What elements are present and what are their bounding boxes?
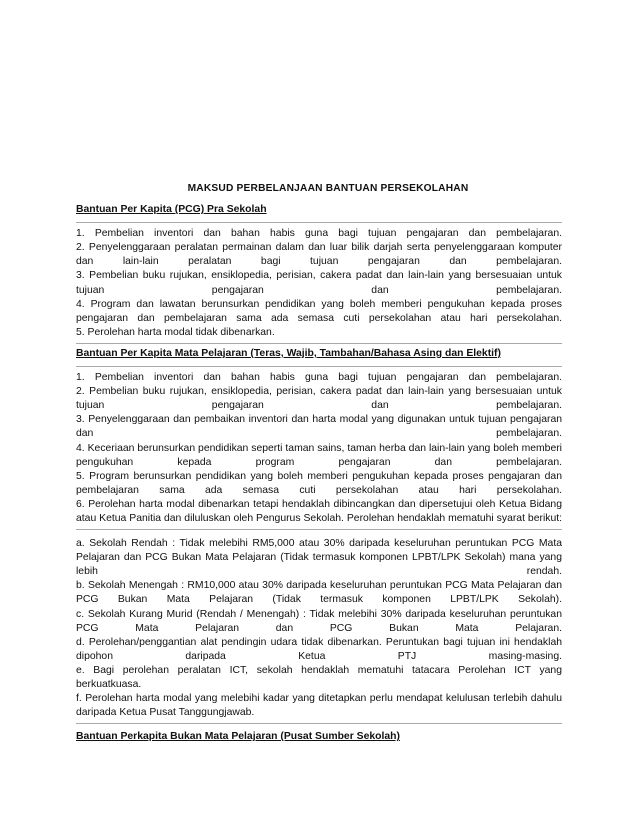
text-line: berkuatkuasa. — [76, 679, 142, 690]
text-line: dan pembelajaran. — [76, 428, 562, 440]
text-line: PCG Bukan Mata Pelajaran (Tidak termasuk komponen LPBT/LPK Sekolah). — [76, 594, 562, 606]
text-line: a. Sekolah Rendah : Tidak melebihi RM5,000 atau 30% daripada keseluruhan peruntukan PCG Mata — [76, 538, 562, 550]
text-line: 6. Perolehan harta modal dibenarkan tetapi hendaklah dibincangkan dan dipersetujui oleh Ketua Bidang — [76, 498, 562, 510]
text-line: 4. Program dan lawatan berunsurkan pendidikan yang boleh memberi pengukuhan kepada proses — [76, 298, 562, 310]
text-line: 4. Keceriaan berunsurkan pendidikan seperti taman sains, taman herba dan lain-lain yang boleh memberi — [76, 442, 562, 454]
text-line: tujuan pengajaran dan pembelajaran. — [76, 400, 562, 412]
text-line: pembelajaran sama ada semasa cuti persekolahan atau hari persekolahan. — [76, 484, 562, 496]
section-heading-bukan-mata-pelajaran: Bantuan Perkapita Bukan Mata Pelajaran (Pusat Sumber Sekolah) — [76, 731, 400, 743]
section-conditions — [76, 533, 562, 724]
text-line: 2. Penyelenggaraan peralatan permainan dalam dan luar bilik darjah serta penyelenggaraan komputer — [76, 242, 562, 254]
text-line: atau Ketua Panitia dan diluluskan oleh Pengurus Sekolah. Perolehan hendaklah mematuhi syarat berikut: — [76, 512, 562, 524]
text-line: pengajaran dan pembelajaran sama ada semasa cuti persekolahan atau hari persekolahan. — [76, 312, 562, 324]
text-line: dipohon daripada Ketua PTJ masing-masing. — [76, 650, 562, 662]
text-line: e. Bagi perolehan peralatan ICT, sekolah hendaklah mematuhi tatacara Perolehan ICT yang — [76, 664, 562, 676]
text-line: 5. Program berunsurkan pendidikan yang boleh memberi pengukuhan kepada proses pengajaran dan — [76, 470, 562, 482]
text-line: PCG Mata Pelajaran dan PCG Bukan Mata Pelajaran. — [76, 622, 562, 634]
section-body-prasekolah — [76, 223, 562, 344]
text-line: 2. Pembelian buku rujukan, ensiklopedia, perisian, cakera padat dan lain-lain yang bersesuaian untuk — [76, 386, 562, 398]
text-line: 3. Pembelian buku rujukan, ensiklopedia, perisian, cakera padat dan lain-lain yang bersesuaian untuk — [76, 270, 562, 282]
text-line: b. Sekolah Menengah : RM10,000 atau 30% daripada keseluruhan peruntukan PCG Mata Pelajaran dan — [76, 580, 562, 592]
text-line: 5. Perolehan harta modal tidak dibenarkan. — [76, 326, 275, 338]
text-line: f. Perolehan harta modal yang melebihi kadar yang ditetapkan perlu mendapat kelulusan terlebih dahulu — [76, 693, 562, 705]
section-body-mata-pelajaran — [76, 367, 562, 530]
text-line: pengukuhan kepada program pengajaran dan pembelajaran. — [76, 456, 562, 468]
text-line: d. Perolehan/penggantian alat pendingin udara tidak dibenarkan. Peruntukan bagi tujuan ini hendaklah — [76, 636, 562, 648]
section-heading-prasekolah: Bantuan Per Kapita (PCG) Pra Sekolah — [76, 203, 562, 223]
text-line: tujuan pengajaran dan pembelajaran. — [76, 284, 562, 296]
text-line: dan lain-lain peralatan bagi tujuan pengajaran dan pembelajaran. — [76, 256, 562, 268]
text-line: lebih rendah. — [76, 566, 562, 578]
section-heading-mata-pelajaran: Bantuan Per Kapita Mata Pelajaran (Teras, Wajib, Tambahan/Bahasa Asing dan Elektif) — [76, 347, 562, 367]
document-title: MAKSUD PERBELANJAAN BANTUAN PERSEKOLAHAN — [187, 183, 469, 194]
text-line: 1. Pembelian inventori dan bahan habis guna bagi tujuan pengajaran dan pembelajaran. — [76, 372, 562, 384]
text-line: Pelajaran dan PCG Bukan Mata Pelajaran (Tidak termasuk komponen LPBT/LPK Sekolah) mana yang — [76, 552, 562, 564]
text-line: 1. Pembelian inventori dan bahan habis guna bagi tujuan pengajaran dan pembelajaran. — [76, 228, 562, 240]
text-line: c. Sekolah Kurang Murid (Rendah / Menengah) : Tidak melebihi 30% daripada keseluruhan peruntukan — [76, 608, 562, 620]
text-line: daripada Ketua Pusat Tanggungjawab. — [76, 707, 255, 719]
text-line: 3. Penyelenggaraan dan pembaikan inventori dan harta modal yang digunakan untuk tujuan pengajaran — [76, 414, 562, 426]
document-page — [76, 182, 562, 749]
